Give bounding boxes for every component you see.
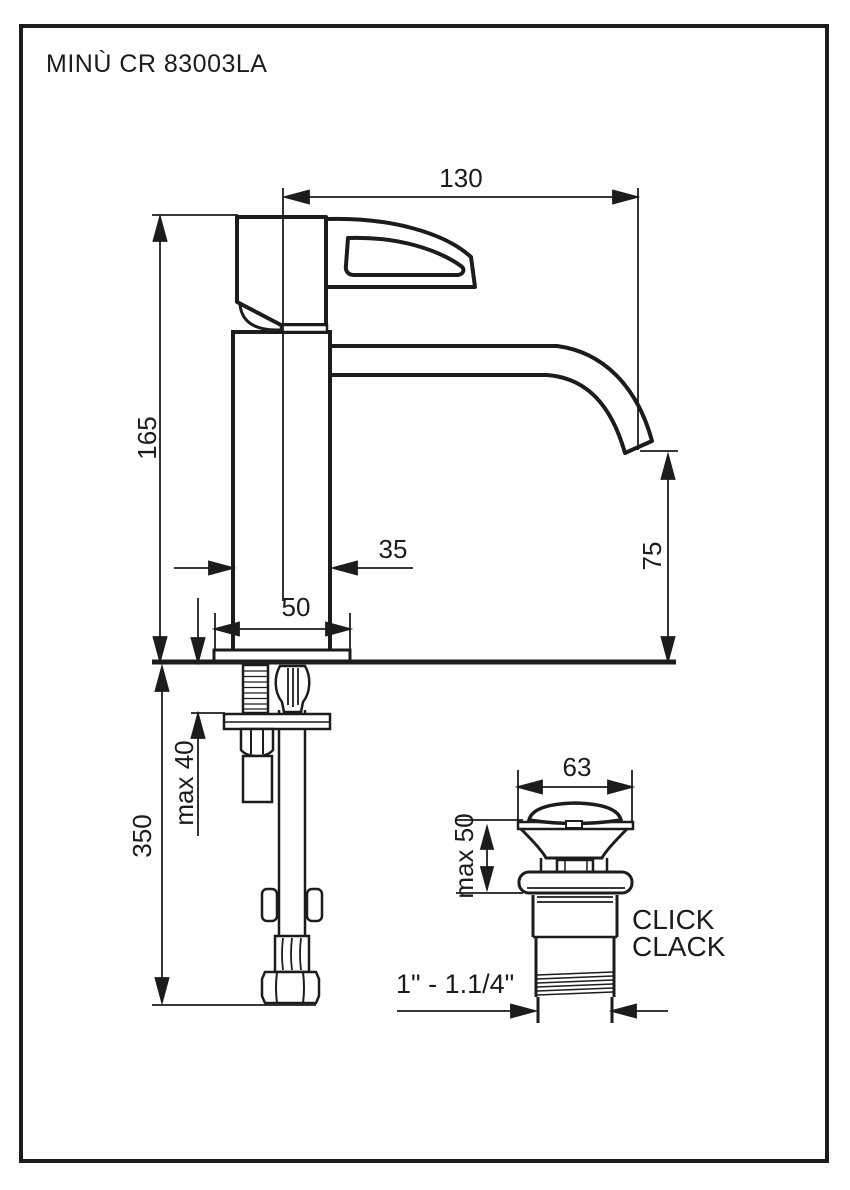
dim-height-label: 165 bbox=[132, 416, 162, 460]
dim-drain-max-label: max 50 bbox=[449, 813, 479, 899]
dim-max-counter-label: max 40 bbox=[169, 740, 199, 826]
faucet-front-view bbox=[152, 217, 676, 662]
hose-end-nut bbox=[262, 972, 319, 1003]
dim-hose-length-label: 350 bbox=[127, 814, 157, 858]
dim-spout-reach-label: 130 bbox=[439, 163, 483, 193]
fixing-nut bbox=[241, 729, 273, 756]
drain-funnel bbox=[521, 829, 627, 858]
drain-thread-label: 1" - 1.1/4" bbox=[396, 969, 515, 999]
threaded-stud bbox=[243, 665, 268, 713]
dim-body-width-label: 35 bbox=[378, 534, 408, 564]
faucet-spout bbox=[330, 346, 652, 453]
under-counter-assembly bbox=[224, 665, 330, 1003]
click-clack-label bbox=[632, 904, 726, 963]
drain-detail bbox=[518, 803, 633, 1023]
click-line: CLICK bbox=[632, 904, 715, 935]
faucet-cap bbox=[237, 217, 326, 325]
dim-drain-cap-label: 63 bbox=[562, 752, 592, 782]
drain-flange bbox=[519, 872, 632, 893]
dim-base-width-label: 50 bbox=[281, 592, 311, 622]
dim-spout-height-label: 75 bbox=[637, 541, 667, 571]
clack-line: CLACK bbox=[632, 931, 726, 963]
product-title: MINÙ CR 83003LA bbox=[46, 50, 268, 78]
drain-thread bbox=[537, 972, 613, 995]
